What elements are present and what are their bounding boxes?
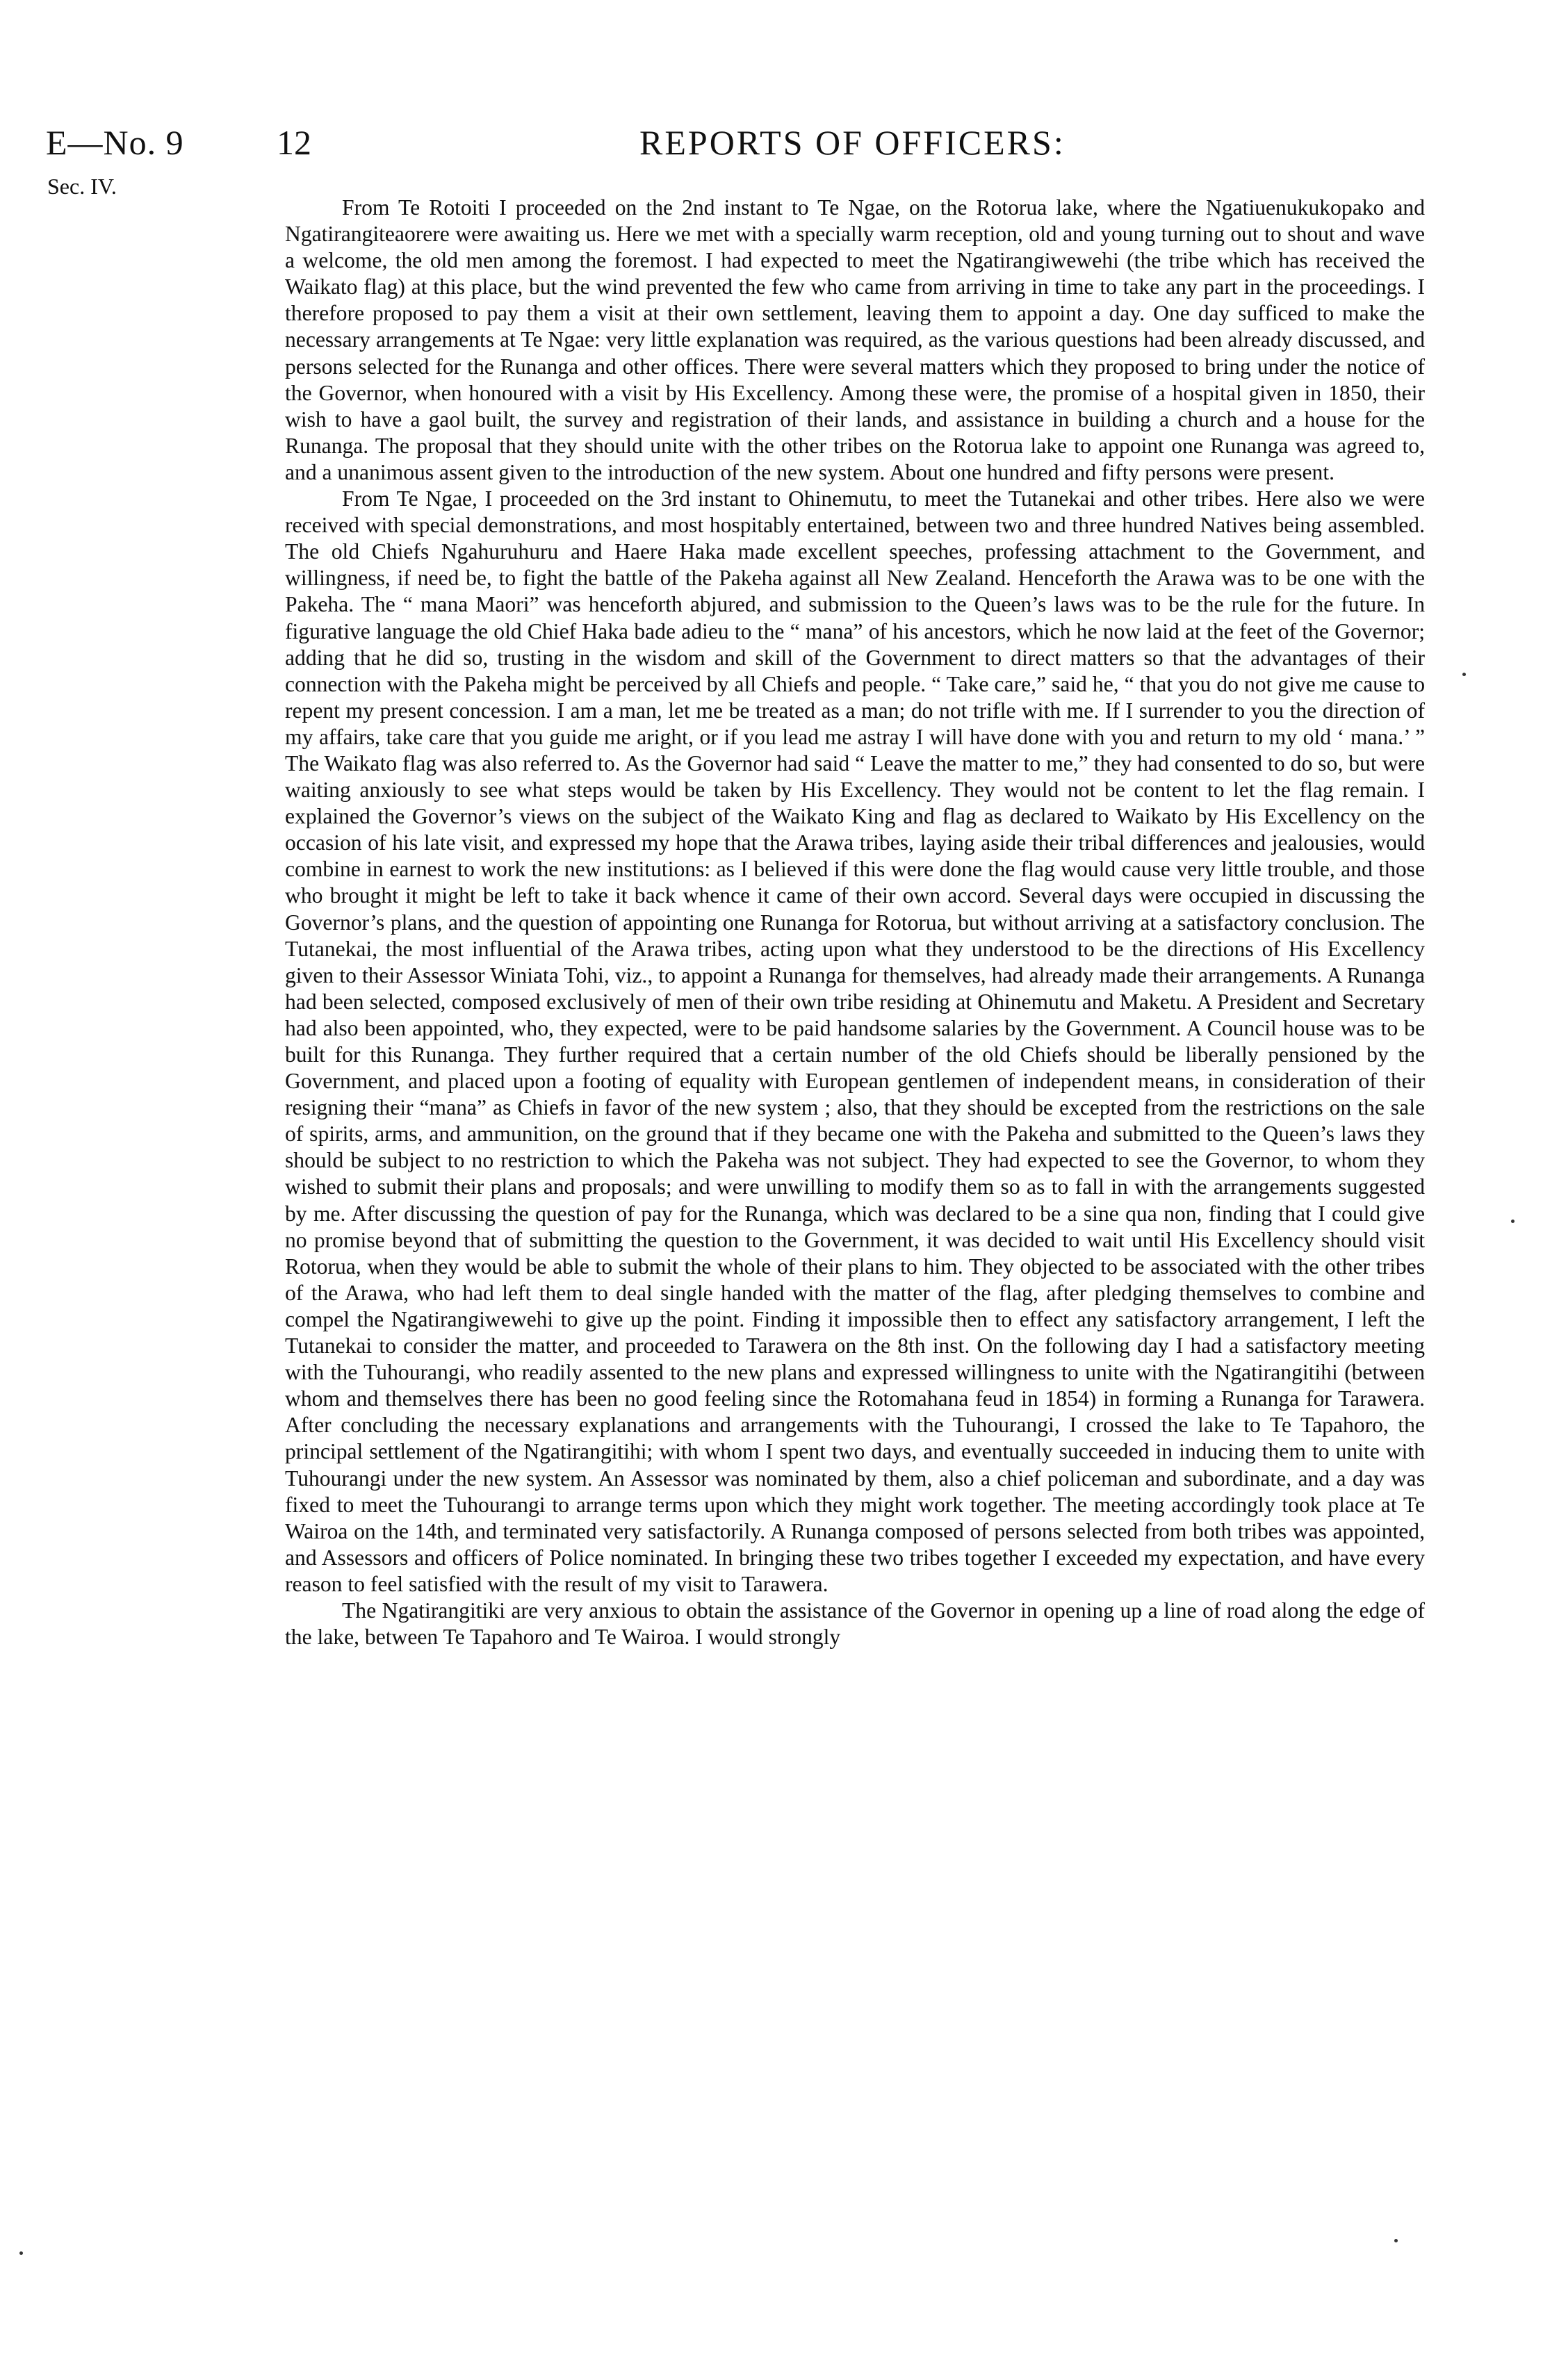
margin-speck [1462,673,1466,676]
paragraph-ngatirangitiki: The Ngatirangitiki are very anxious to obtain the assistance of the Governor in opening up a line of road along the edge of the lake, between Te Tapahoro and Te Wairoa. I would strongly [285,1598,1425,1650]
page-title: REPORTS OF OFFICERS: [639,123,1066,162]
margin-speck [19,2251,23,2255]
margin-speck [1394,2239,1398,2242]
report-body [285,195,1425,1650]
section-label: Sec. IV. [47,174,117,199]
document-reference: E—No. 9 [46,123,184,162]
page-number: 12 [277,123,311,162]
margin-speck [1511,1220,1515,1223]
paragraph-ohinemutu: From Te Ngae, I proceeded on the 3rd instant to Ohinemutu, to meet the Tutanekai and other tribes. Here also we were received with special demonstrations, and most hospitably entertained, between two and three hundred Natives being assembled. The old Chiefs Ngahuruhuru and Haere Haka made excellent speeches, professing attachment to the Government, and willingness, if need be, to fight the battle of the Pakeha against all New Zealand. Henceforth the Arawa was to be one with the Pakeha. The “ mana Maori” was henceforth abjured, and submission to the Queen’s laws was to be the rule for the future. In figurative language the old Chief Haka bade adieu to the “ mana” of his ancestors, which he now laid at the feet of the Governor; adding that he did so, trusting in the wisdom and skill of the Government to direct matters so that the advantages of their connection with the Pakeha might be perceived by all Chiefs and people. “ Take care,” said he, “ that you do not give me cause to repent my present concession. I am a man, let me be treated as a man; do not trifle with me. If I surrender to you the direction of my affairs, take care that you guide me aright, or if you lead me astray I will have done with you and return to my old ‘ mana.’ ” The Waikato flag was also referred to. As the Governor had said “ Leave the matter to me,” they had consented to do so, but were waiting anxiously to see what steps would be taken by His Excellency. They would not be content to let the flag remain. I explained the Governor’s views on the subject of the Waikato King and flag as declared to Waikato by His Excellency on the occasion of his late visit, and expressed my hope that the Arawa tribes, laying aside their tribal differences and jealousies, would combine in earnest to work the new institutions: as I believed if this were done the flag would cause very little trouble, and those who brought it might be left to take it back whence it came of their own accord. Several days were occupied in discussing the Governor’s plans, and the question of appointing one Runanga for Rotorua, but without arriving at a satisfactory conclusion. The Tutanekai, the most influential of the Arawa tribes, acting upon what they understood to be the directions of His Excellency given to their Assessor Winiata Tohi, viz., to appoint a Runanga for themselves, had already made their arrangements. A Runanga had been selected, composed exclusively of men of their own tribe residing at Ohinemutu and Maketu. A President and Secretary had also been appointed, who, they expected, were to be paid handsome salaries by the Government. A Council house was to be built for this Runanga. They further required that a certain number of the old Chiefs should be liberally pensioned by the Government, and placed upon a footing of equality with European gentlemen of independent means, in consideration of their resigning their “mana” as Chiefs in favor of the new system ; also, that they should be excepted from the restrictions on the sale of spirits, arms, and ammunition, on the ground that if they became one with the Pakeha and submitted to the Queen’s laws they should be subject to no restriction to which the Pakeha was not subject. They had expected to see the Governor, to whom they wished to submit their plans and proposals; and were unwilling to modify them so as to fall in with the arrangements suggested by me. After discussing the question of pay for the Runanga, which was declared to be a sine qua non, finding that I could give no promise beyond that of submitting the question to the Government, it was decided to wait until His Excellency should visit Rotorua, when they would be able to submit the whole of their plans to him. They objected to be associated with the other tribes of the Arawa, who had left them to deal single handed with the matter of the flag, after pledging themselves to combine and compel the Ngatirangiwewehi to give up the point. Finding it impossible then to effect any satisfactory arrangement, I left the Tutanekai to consider the matter, and proceeded to Tarawera on the 8th inst. On the following day I had a satisfactory meeting with the Tuhourangi, who readily assented to the new plans and expressed willingness to unite with the Ngatirangitihi (between whom and themselves there has been no good feeling since the Rotomahana feud in 1854) in forming a Runanga for Tarawera. After concluding the necessary explanations and arrangements with the Tuhourangi, I crossed the lake to Te Tapahoro, the principal settlement of the Ngatirangitihi; with whom I spent two days, and eventually succeeded in inducing them to unite with Tuhourangi under the new system. An Assessor was nominated by them, also a chief policeman and subordinate, and a day was fixed to meet the Tuhourangi to arrange terms upon which they might work together. The meeting accordingly took place at Te Wairoa on the 14th, and terminated very satisfactorily. A Runanga composed of persons selected from both tribes was appointed, and Assessors and officers of Police nominated. In bringing these two tribes together I exceeded my expectation, and have every reason to feel satisfied with the result of my visit to Tarawera. [285,486,1425,1596]
paragraph-te-ngae: From Te Rotoiti I proceeded on the 2nd instant to Te Ngae, on the Rotorua lake, where the Ngatiuenukukopako and Ngatirangiteaorere were awaiting us. Here we met with a specially warm reception, old and young turning out to shout and wave a welcome, the old men among the foremost. I had expected to meet the Ngatirangiwewehi (the tribe which has received the Waikato flag) at this place, but the wind prevented the few who came from arriving in time to take any part in the proceedings. I therefore proposed to pay them a visit at their own settlement, leaving them to appoint a day. One day sufficed to make the necessary arrangements at Te Ngae: very little explanation was required, as the various questions had been already discussed, and persons selected for the Runanga and other offices. There were several matters which they proposed to bring under the notice of the Governor, when honoured with a visit by His Excellency. Among these were, the promise of a hospital given in 1850, their wish to have a gaol built, the survey and registration of their lands, and assistance in building a church and a house for the Runanga. The proposal that they should unite with the other tribes on the Rotorua lake to appoint one Runanga was agreed to, and a unanimous assent given to the introduction of the new system. About one hundred and fifty persons were present. [285,195,1425,484]
